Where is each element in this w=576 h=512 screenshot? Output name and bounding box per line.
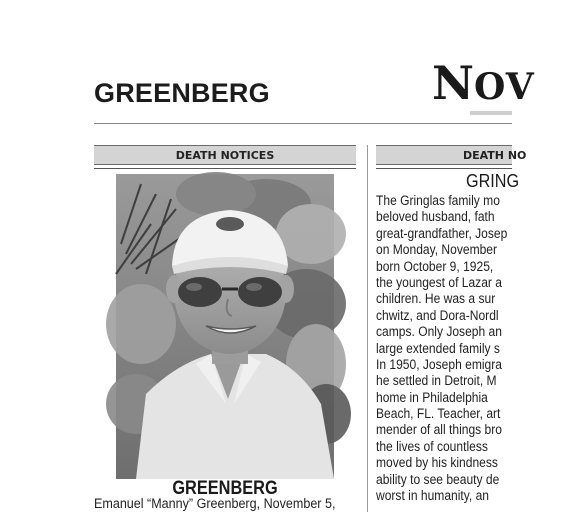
section-label-left: DEATH NOTICES: [175, 148, 275, 162]
body-line: the youngest of Lazar a: [376, 274, 502, 290]
section-bar-left: [94, 145, 356, 165]
section-bar-right: [376, 145, 527, 165]
body-line: the lives of countless: [376, 438, 488, 454]
top-divider: [94, 123, 512, 124]
body-line: on Monday, November: [376, 242, 498, 258]
body-line: camps. Only Joseph an: [376, 324, 502, 340]
body-line: great-grandfather, Josep: [376, 225, 508, 241]
body-line: moved by his kindness: [376, 455, 498, 471]
body-line: he settled in Detroit, M: [376, 373, 497, 389]
body-line: children. He was a sur: [376, 291, 496, 307]
body-line: The Gringlas family mo: [376, 193, 500, 208]
body-line: ability to see beauty de: [376, 471, 500, 487]
right-obituary-heading: GRING: [466, 171, 520, 191]
section-label-right: DEATH NO: [463, 148, 527, 162]
body-line: worst in humanity, an: [376, 488, 489, 504]
portrait-illustration: [116, 174, 334, 479]
body-line: born October 9, 1925,: [376, 258, 494, 274]
masthead-underline: [470, 111, 512, 115]
masthead-initial: N: [432, 56, 475, 110]
column-divider: [367, 145, 368, 512]
obituary-opening-text: Emanuel “Manny” Greenberg, November 5,: [94, 496, 336, 511]
body-line: In 1950, Joseph emigra: [376, 356, 502, 372]
section-rule-left: [94, 168, 356, 169]
body-line: mender of all things bro: [376, 422, 502, 438]
masthead-rest: OV: [474, 66, 535, 108]
masthead-title: [432, 56, 535, 110]
section-rule-right: [376, 168, 512, 169]
body-line: home in Philadelphia: [376, 389, 488, 405]
body-line: Beach, FL. Teacher, art: [376, 406, 501, 422]
body-line: large extended family s: [376, 340, 500, 356]
photo-caption-name: GREENBERG: [172, 478, 278, 499]
body-line: beloved husband, fath: [376, 209, 495, 225]
obituary-surname-heading: GREENBERG: [94, 78, 270, 108]
right-obituary-body: [376, 193, 576, 504]
body-line: chwitz, and Dora-Nordl: [376, 307, 499, 323]
obituary-photo: [116, 174, 334, 479]
